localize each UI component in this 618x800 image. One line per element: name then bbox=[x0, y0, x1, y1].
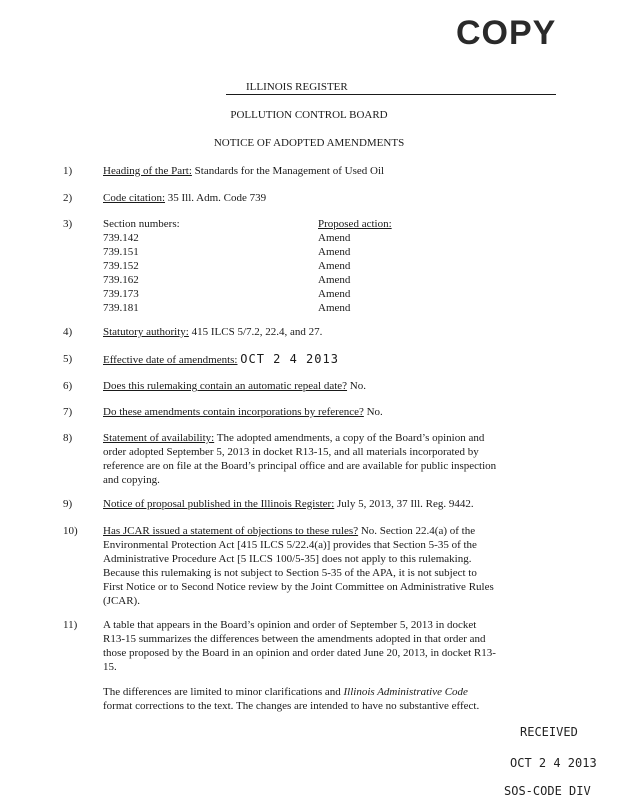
proposed-action-column bbox=[318, 217, 392, 315]
paragraph-line bbox=[103, 431, 543, 445]
item-value: July 5, 2013, 37 Ill. Reg. 9442. bbox=[337, 498, 474, 510]
item-number: 1) bbox=[63, 165, 73, 177]
item-differences bbox=[103, 618, 543, 674]
paragraph-line: Administrative Procedure Act [5 ILCS 100/5-35] does not apply to this rulemaking. bbox=[103, 553, 472, 565]
item-jcar-objections bbox=[103, 524, 543, 608]
item-value: No. bbox=[366, 406, 383, 418]
item-number: 9) bbox=[63, 498, 73, 510]
item-number: 3) bbox=[63, 218, 73, 230]
section-numbers-column bbox=[103, 217, 180, 315]
effective-date-stamp: OCT 2 4 2013 bbox=[240, 352, 339, 366]
item-number: 5) bbox=[63, 353, 73, 365]
item-label: Do these amendments contain incorporations by reference? bbox=[103, 406, 364, 418]
paragraph-line bbox=[103, 685, 543, 699]
paragraph-line: A table that appears in the Board’s opinion and order of September 5, 2013 in docket bbox=[103, 619, 477, 631]
section-number: 739.162 bbox=[103, 274, 139, 286]
register-title: ILLINOIS REGISTER bbox=[226, 80, 556, 95]
proposed-action: Amend bbox=[318, 274, 351, 286]
proposed-action-header: Proposed action: bbox=[318, 218, 392, 230]
item-text: The differences are limited to minor clarifications and bbox=[103, 686, 341, 698]
agency-title: POLLUTION CONTROL BOARD bbox=[230, 109, 388, 121]
item-label: Notice of proposal published in the Illinois Register: bbox=[103, 498, 335, 510]
item-statutory-authority bbox=[103, 325, 543, 339]
item-label: Code citation: bbox=[103, 192, 166, 204]
paragraph-line: 15. bbox=[103, 661, 117, 673]
paragraph-line: Because this rulemaking is not subject to Section 5-35 of the APA, it is not subject to bbox=[103, 567, 477, 579]
item-label: Has JCAR issued a statement of objections to these rules? bbox=[103, 525, 359, 537]
item-number: 11) bbox=[63, 619, 78, 631]
item-label: Does this rulemaking contain an automatic repeal date? bbox=[103, 380, 348, 392]
item-italic-text: Illinois Administrative Code bbox=[343, 686, 468, 698]
item-notice-of-proposal bbox=[103, 497, 543, 511]
item-differences-paragraph-2 bbox=[103, 685, 543, 713]
item-number: 4) bbox=[63, 326, 73, 338]
section-number: 739.151 bbox=[103, 246, 139, 258]
section-number: 739.142 bbox=[103, 232, 139, 244]
proposed-action: Amend bbox=[318, 302, 351, 314]
item-number: 8) bbox=[63, 432, 73, 444]
paragraph-line: those proposed by the Board in an opinion and order dated June 20, 2013, in docket R13- bbox=[103, 647, 496, 659]
paragraph-line: (JCAR). bbox=[103, 595, 140, 607]
sos-code-stamp: SOS-CODE DIV bbox=[504, 784, 591, 798]
item-code-citation bbox=[103, 191, 543, 205]
item-value: 415 ILCS 5/7.2, 22.4, and 27. bbox=[191, 326, 323, 338]
paragraph-line: reference are on file at the Board’s principal office and are available for public inspection bbox=[103, 460, 497, 472]
paragraph-line: Environmental Protection Act [415 ILCS 5/22.4(a)] provides that Section 5-35 of the bbox=[103, 539, 477, 551]
item-value: Standards for the Management of Used Oil bbox=[194, 165, 385, 177]
item-label: Effective date of amendments: bbox=[103, 354, 238, 366]
section-number: 739.181 bbox=[103, 302, 139, 314]
section-numbers-header: Section numbers: bbox=[103, 218, 180, 230]
copy-stamp: COPY bbox=[456, 14, 557, 52]
proposed-action: Amend bbox=[318, 232, 351, 244]
item-effective-date bbox=[103, 352, 543, 367]
section-number: 739.152 bbox=[103, 260, 139, 272]
paragraph-line: and copying. bbox=[103, 474, 160, 486]
item-number: 7) bbox=[63, 406, 73, 418]
paragraph-line: format corrections to the text. The changes are intended to have no substantive effect. bbox=[103, 700, 480, 712]
item-statement-of-availability bbox=[103, 431, 543, 487]
section-number: 739.173 bbox=[103, 288, 139, 300]
item-number: 10) bbox=[63, 525, 78, 537]
item-number: 6) bbox=[63, 380, 73, 392]
proposed-action: Amend bbox=[318, 260, 351, 272]
item-incorporations bbox=[103, 405, 543, 419]
notice-title: NOTICE OF ADOPTED AMENDMENTS bbox=[213, 137, 405, 149]
item-text: No. Section 22.4(a) of the bbox=[360, 525, 476, 537]
paragraph-line: R13-15 summarizes the differences between the amendments adopted in that order and bbox=[103, 633, 486, 645]
item-value: No. bbox=[349, 380, 366, 392]
received-date-stamp: OCT 2 4 2013 bbox=[510, 756, 597, 770]
proposed-action: Amend bbox=[318, 288, 351, 300]
paragraph-line: First Notice or to Second Notice review by the Joint Committee on Administrative Rules bbox=[103, 581, 494, 593]
proposed-action: Amend bbox=[318, 246, 351, 258]
paragraph-line: order adopted September 5, 2013 in docket R13-15, and all materials incorporated by bbox=[103, 446, 479, 458]
item-heading-of-part bbox=[103, 164, 543, 178]
item-label: Heading of the Part: bbox=[103, 165, 192, 177]
paragraph-line bbox=[103, 524, 543, 538]
item-label: Statement of availability: bbox=[103, 432, 215, 444]
item-repeal-date bbox=[103, 379, 543, 393]
received-stamp: RECEIVED bbox=[520, 725, 578, 739]
item-label: Statutory authority: bbox=[103, 326, 189, 338]
item-value: 35 Ill. Adm. Code 739 bbox=[167, 192, 267, 204]
item-text: The adopted amendments, a copy of the Board’s opinion and bbox=[216, 432, 485, 444]
item-number: 2) bbox=[63, 192, 73, 204]
